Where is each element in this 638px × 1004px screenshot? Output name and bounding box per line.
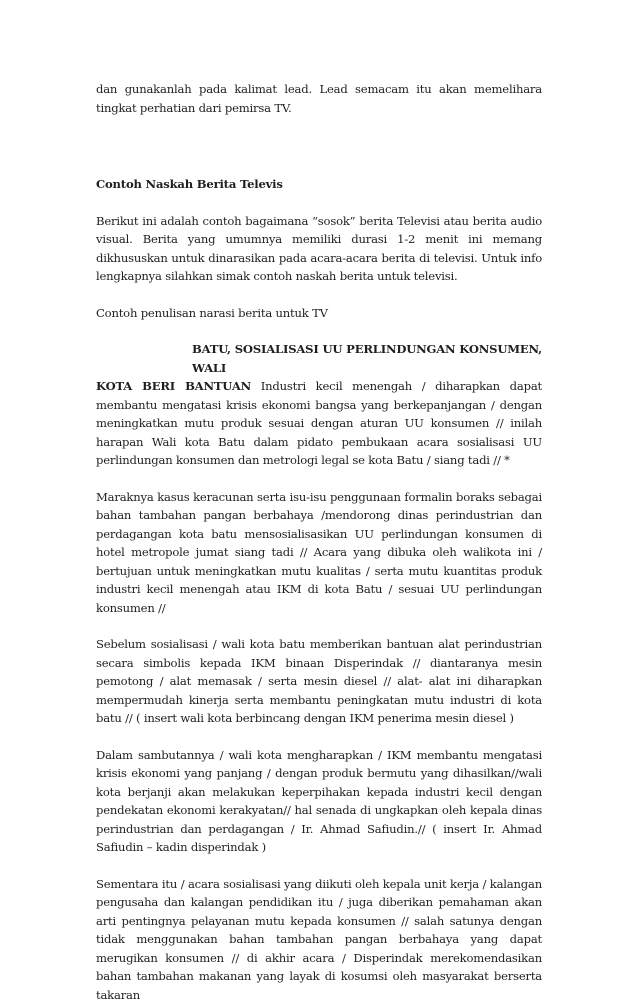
- spacer: [96, 617, 542, 635]
- intro-paragraph: dan gunakanlah pada kalimat lead. Lead semacam itu akan memelihara tingkat perhatian dari pemirsa TV.: [96, 80, 542, 117]
- spacer: [96, 322, 542, 340]
- document-page: [96, 80, 542, 1004]
- spacer: [96, 117, 542, 175]
- spacer: [96, 857, 542, 875]
- description-paragraph: Berikut ini adalah contoh bagaimana “sosok” berita Televisi atau berita audio visual. Berita yang umumnya memiliki durasi 1-2 menit ini memang dikhususkan untuk dinarasikan pada acara-acara berita di televisi. Untuk info lengkapnya silahkan simak contoh naskah berita untuk televisi.: [96, 212, 542, 286]
- spacer: [96, 470, 542, 488]
- news-lead-text: Industri kecil menengah / diharapkan dapat membantu mengatasi krisis ekonomi bangsa yang berkepanjangan / dengan meningkatkan mutu produk sesuai dengan aturan UU konsumen // inilah harapan Wali kota Batu dalam pidato pembukaan acara sosialisasi UU perlindungan konsumen dan metrologi legal se kota Batu / siang tadi // *: [96, 379, 542, 467]
- news-title-line-1: BATU, SOSIALISASI UU PERLINDUNGAN KONSUMEN, WALI: [96, 340, 542, 377]
- news-paragraph-5: Sementara itu / acara sosialisasi yang diikuti oleh kepala unit kerja / kalangan pengusaha dan kalangan pendidikan itu / juga diberikan pemahaman akan arti pentingnya pelayanan mutu kepada konsumen // salah satunya dengan tidak menggunakan bahan tambahan pangan berbahaya yang dapat merugikan konsumen // di akhir acara / Disperindak merekomendasikan bahan tambahan makanan yang layak di kosumsi oleh masyarakat berserta takaran: [96, 875, 542, 1004]
- spacer: [96, 194, 542, 212]
- news-paragraph-2: Maraknya kasus keracunan serta isu-isu penggunaan formalin boraks sebagai bahan tambahan pangan berbahaya /mendorong dinas perindustrian dan perdagangan kota batu mensosialisasikan UU perlindungan konsumen di hotel metropole jumat siang tadi // Acara yang dibuka oleh walikota ini / bertujuan untuk meningkatkan mutu kualitas / serta mutu kuantitas produk industri kecil menengah atau IKM di kota Batu / sesuai UU perlindungan konsumen //: [96, 488, 542, 618]
- spacer: [96, 728, 542, 746]
- news-paragraph-3: Sebelum sosialisasi / wali kota batu memberikan bantuan alat perindustrian secara simbolis kepada IKM binaan Disperindak // diantaranya mesin pemotong / alat memasak / serta mesin diesel // alat- alat ini diharapkan mempermudah kinerja serta membantu peningkatan mutu industri di kota batu // ( insert wali kota berbincang dengan IKM penerima mesin diesel ): [96, 635, 542, 728]
- section-heading: Contoh Naskah Berita Televis: [96, 175, 542, 194]
- example-intro-paragraph: Contoh penulisan narasi berita untuk TV: [96, 304, 542, 323]
- news-lead-paragraph: [96, 377, 542, 470]
- spacer: [96, 286, 542, 304]
- news-paragraph-4: Dalam sambutannya / wali kota mengharapkan / IKM membantu mengatasi krisis ekonomi yang panjang / dengan produk bermutu yang dihasilkan//wali kota berjanji akan melakukan keperpihakan kepada industri kecil dengan pendekatan ekonomi kerakyatan// hal senada di ungkapkan oleh kepala dinas perindustrian dan perdagangan / Ir. Ahmad Safiudin.// ( insert Ir. Ahmad Safiudin – kadin disperindak ): [96, 746, 542, 857]
- news-title-line-2: KOTA BERI BANTUAN: [96, 379, 251, 393]
